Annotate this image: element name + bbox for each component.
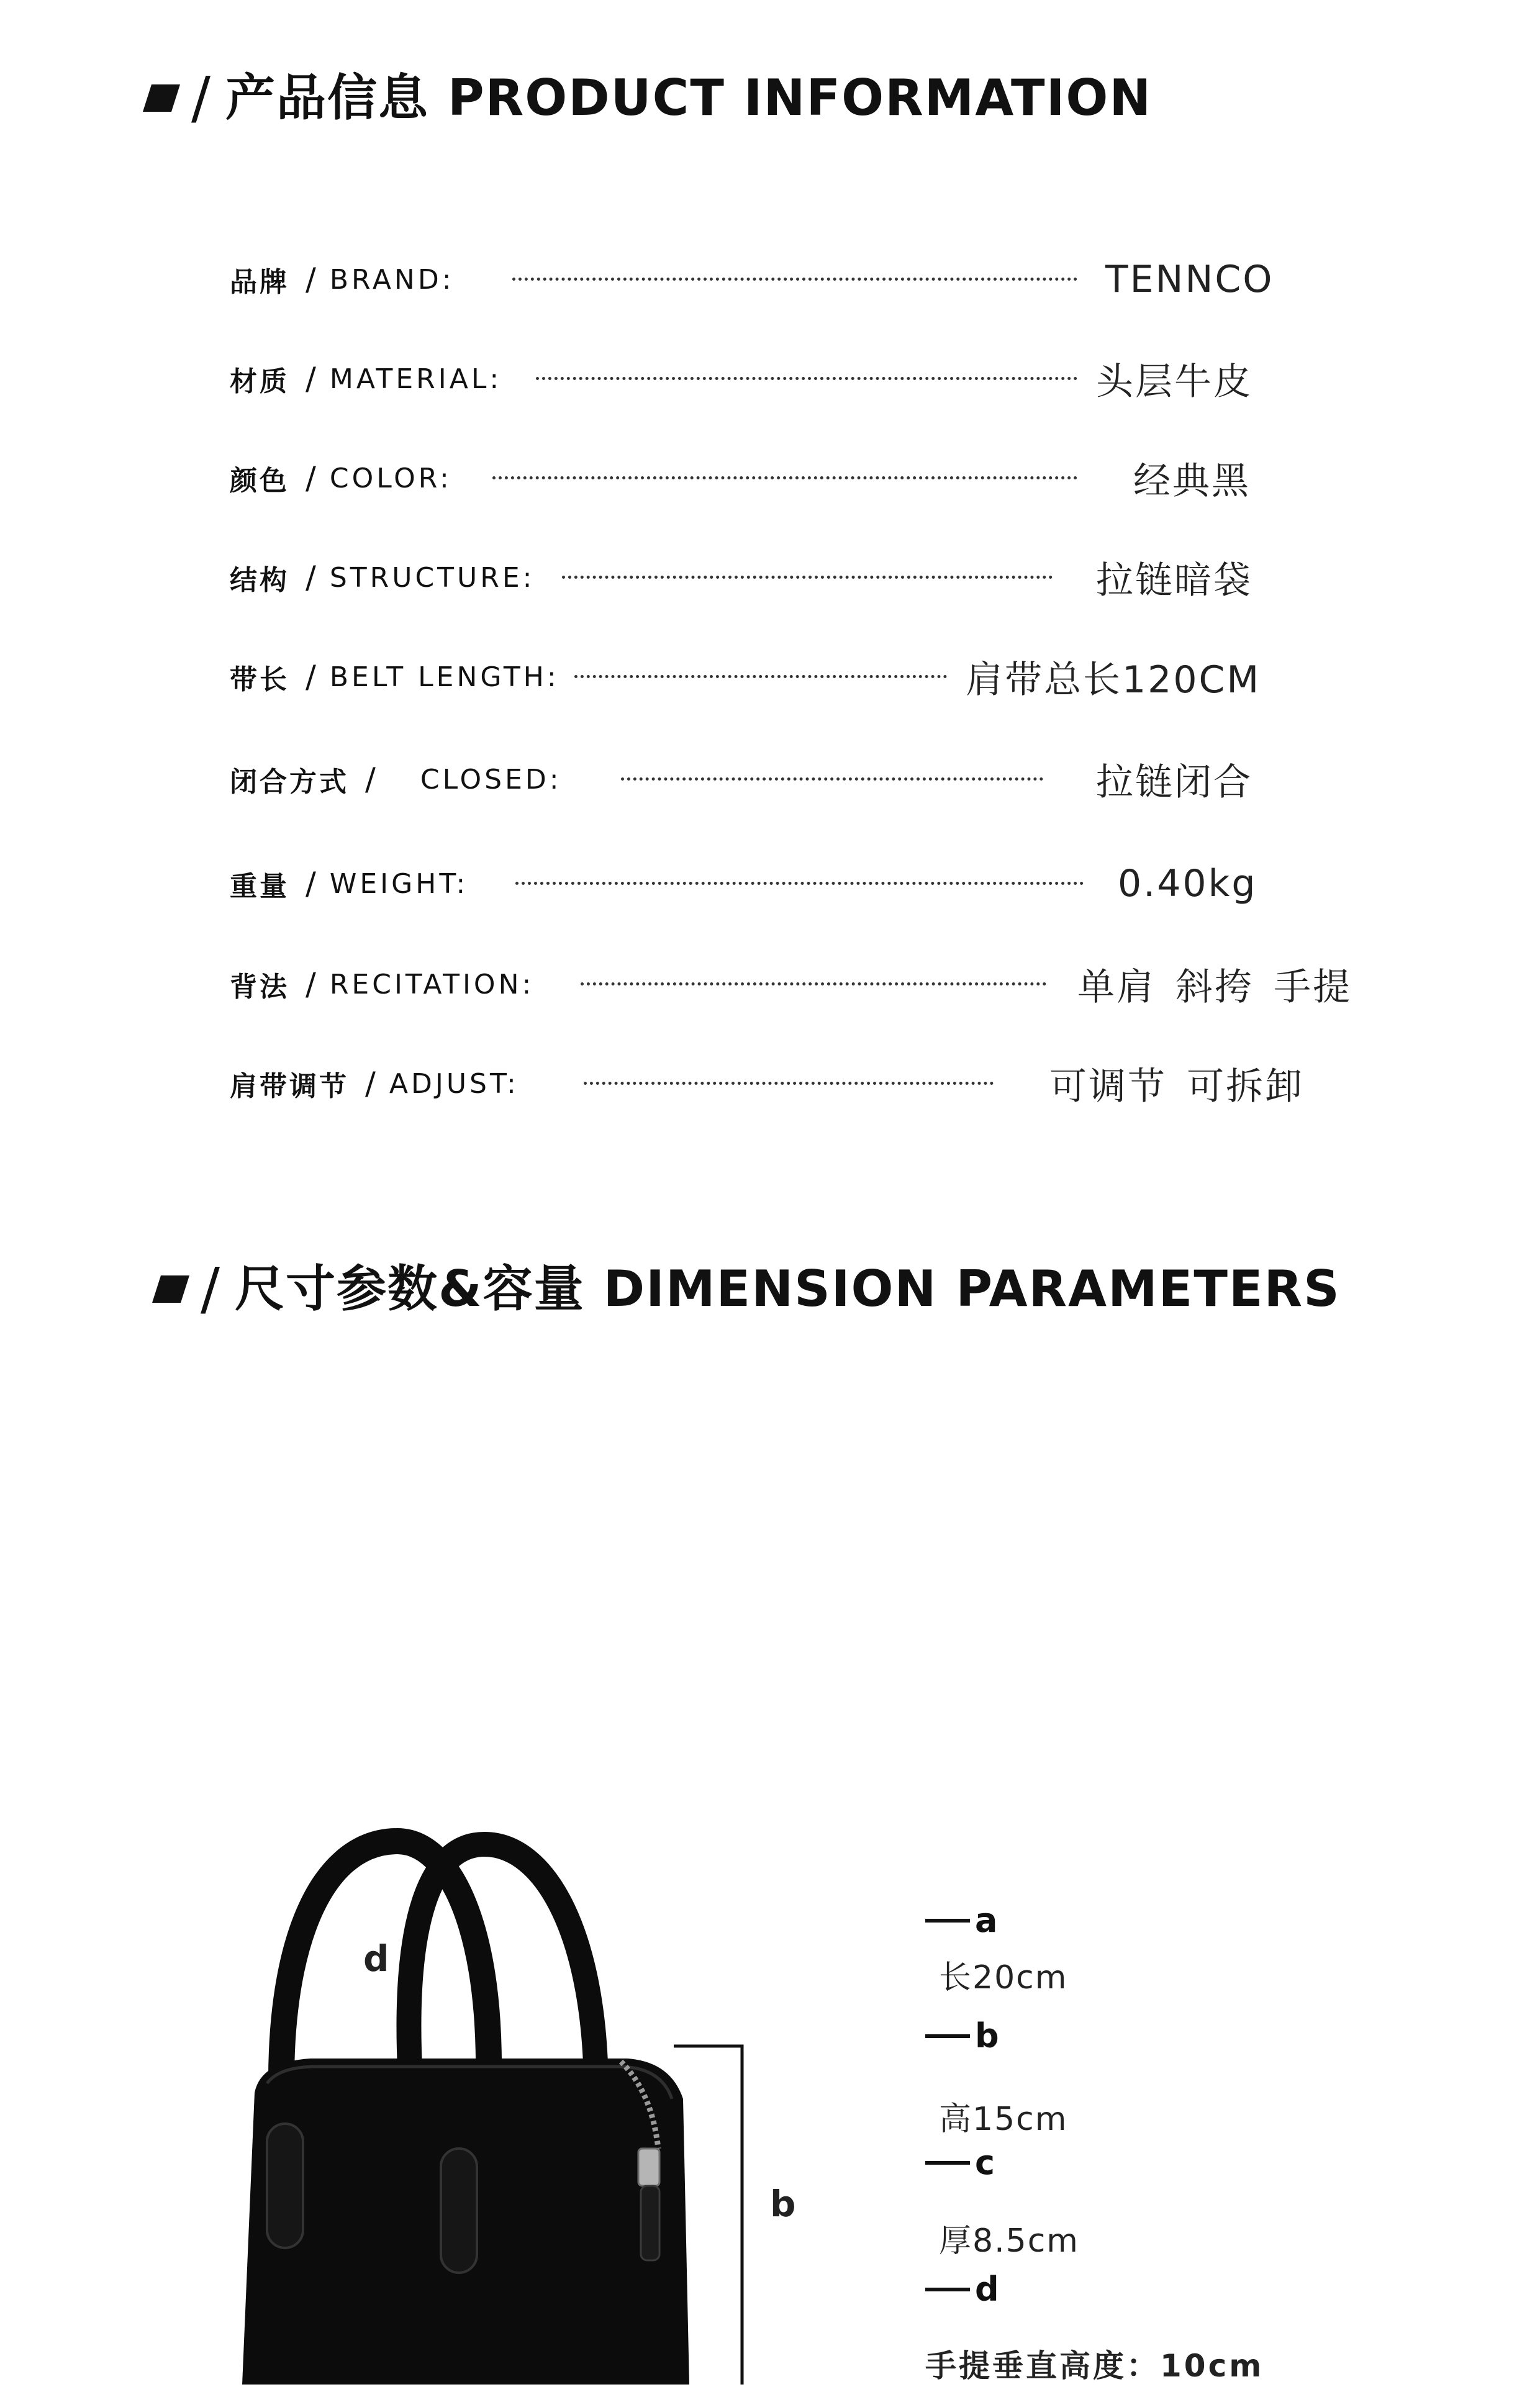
product-info-title-en: PRODUCT INFORMATION [448, 69, 1153, 127]
spec-label-en: COLOR: [329, 462, 452, 494]
dotted-leader [536, 377, 1077, 380]
spec-row-structure [230, 543, 1397, 612]
spec-label [230, 950, 534, 1018]
spec-label-cn: 肩带调节 [230, 1071, 349, 1102]
spec-label [230, 543, 535, 612]
dotted-leader [492, 476, 1077, 479]
spec-label-en: BELT LENGTH: [329, 661, 559, 693]
spec-separator: / [306, 659, 316, 695]
header-slash: / [201, 1256, 220, 1322]
dimension-title-cn: 尺寸参数&容量 [235, 1260, 585, 1318]
bag-label-d: d [363, 1937, 389, 1980]
spec-label-en: WEIGHT: [329, 867, 469, 900]
spec-label-en: CLOSED: [420, 763, 562, 795]
spec-separator: / [306, 361, 316, 397]
spec-value: 拉链暗袋 [1096, 559, 1252, 602]
spec-label-cn: 背法 [230, 971, 289, 1003]
parallelogram-icon [152, 1275, 189, 1303]
dash-line [925, 2034, 970, 2038]
spec-label-en: ADJUST: [389, 1067, 519, 1100]
handbag-image [224, 1801, 796, 2385]
spec-label [230, 245, 455, 314]
spec-label-en: MATERIAL: [329, 363, 502, 395]
product-info-header [143, 65, 1153, 131]
spec-row-recitation [230, 950, 1397, 1018]
dash-line [925, 2161, 970, 2165]
parallelogram-icon [143, 84, 180, 112]
spec-label-cn: 品牌 [230, 266, 289, 298]
dotted-leader [621, 777, 1043, 781]
spec-value: 经典黑 [1133, 460, 1251, 503]
dim-marker-c [925, 2143, 995, 2182]
handbag-drawing [224, 1801, 770, 2385]
dim-value-thickness: 厚8.5cm [939, 2222, 1079, 2260]
spec-row-color [230, 444, 1397, 512]
dim-key: b [975, 2016, 999, 2055]
spec-label-cn: 颜色 [230, 465, 289, 497]
dim-key: d [975, 2270, 999, 2309]
bag-label-b: b [770, 2183, 796, 2225]
spec-label-en: RECITATION: [329, 968, 535, 1000]
dim-value-handle-height: 手提垂直高度：10cm [925, 2348, 1264, 2384]
spec-label-cn: 材质 [230, 366, 289, 397]
spec-label [230, 745, 562, 813]
spec-value: 肩带总长120CM [966, 658, 1261, 702]
spec-label [230, 1049, 519, 1118]
dim-key: a [975, 1901, 998, 1940]
dotted-leader [512, 278, 1077, 281]
dotted-leader [515, 882, 1084, 885]
spec-row-material [230, 345, 1397, 413]
product-info-title-cn: 产品信息 [225, 69, 429, 127]
dotted-leader [574, 675, 947, 678]
dimension-title-en: DIMENSION PARAMETERS [603, 1260, 1341, 1318]
spec-value: 拉链闭合 [1096, 761, 1252, 804]
spec-row-adjust [230, 1049, 1397, 1118]
spec-label-en: STRUCTURE: [329, 561, 535, 594]
spec-label-en: BRAND: [329, 263, 455, 296]
dim-value-length: 长20cm [939, 1959, 1068, 1996]
spec-value: 头层牛皮 [1096, 360, 1252, 404]
dash-line [925, 2288, 970, 2291]
spec-row-brand [230, 245, 1397, 314]
spec-row-weight [230, 849, 1397, 918]
spec-label [230, 444, 452, 512]
dash-line [925, 1919, 970, 1923]
spec-label [230, 643, 559, 711]
header-slash: / [191, 65, 211, 131]
dim-marker-b [925, 2016, 999, 2055]
dim-marker-d [925, 2270, 999, 2309]
spec-separator: / [306, 261, 316, 297]
spec-label [230, 849, 468, 918]
dotted-leader [562, 576, 1053, 579]
spec-label [230, 345, 502, 413]
spec-row-closed [230, 745, 1397, 813]
spec-separator: / [365, 1066, 376, 1102]
spec-value: 单肩 斜挎 手提 [1077, 966, 1352, 1009]
dim-value-height: 高15cm [939, 2101, 1068, 2138]
spec-label-cn: 闭合方式 [230, 766, 349, 798]
spec-separator: / [365, 761, 376, 797]
spec-label-cn: 结构 [230, 564, 289, 596]
spec-separator: / [306, 559, 316, 596]
dimension-header [152, 1256, 1341, 1322]
dotted-leader [584, 1082, 994, 1085]
spec-label-cn: 带长 [230, 664, 289, 695]
spec-separator: / [306, 866, 316, 902]
spec-value: TENNCO [1105, 258, 1274, 301]
spec-label-cn: 重量 [230, 871, 289, 902]
spec-value: 可调节 可拆卸 [1049, 1065, 1305, 1108]
spec-row-belt-length [230, 643, 1397, 711]
dotted-leader [581, 982, 1046, 985]
spec-separator: / [306, 966, 316, 1002]
dim-marker-a [925, 1901, 998, 1940]
spec-value: 0.40kg [1118, 862, 1257, 905]
dim-key: c [975, 2143, 995, 2182]
spec-separator: / [306, 460, 316, 496]
